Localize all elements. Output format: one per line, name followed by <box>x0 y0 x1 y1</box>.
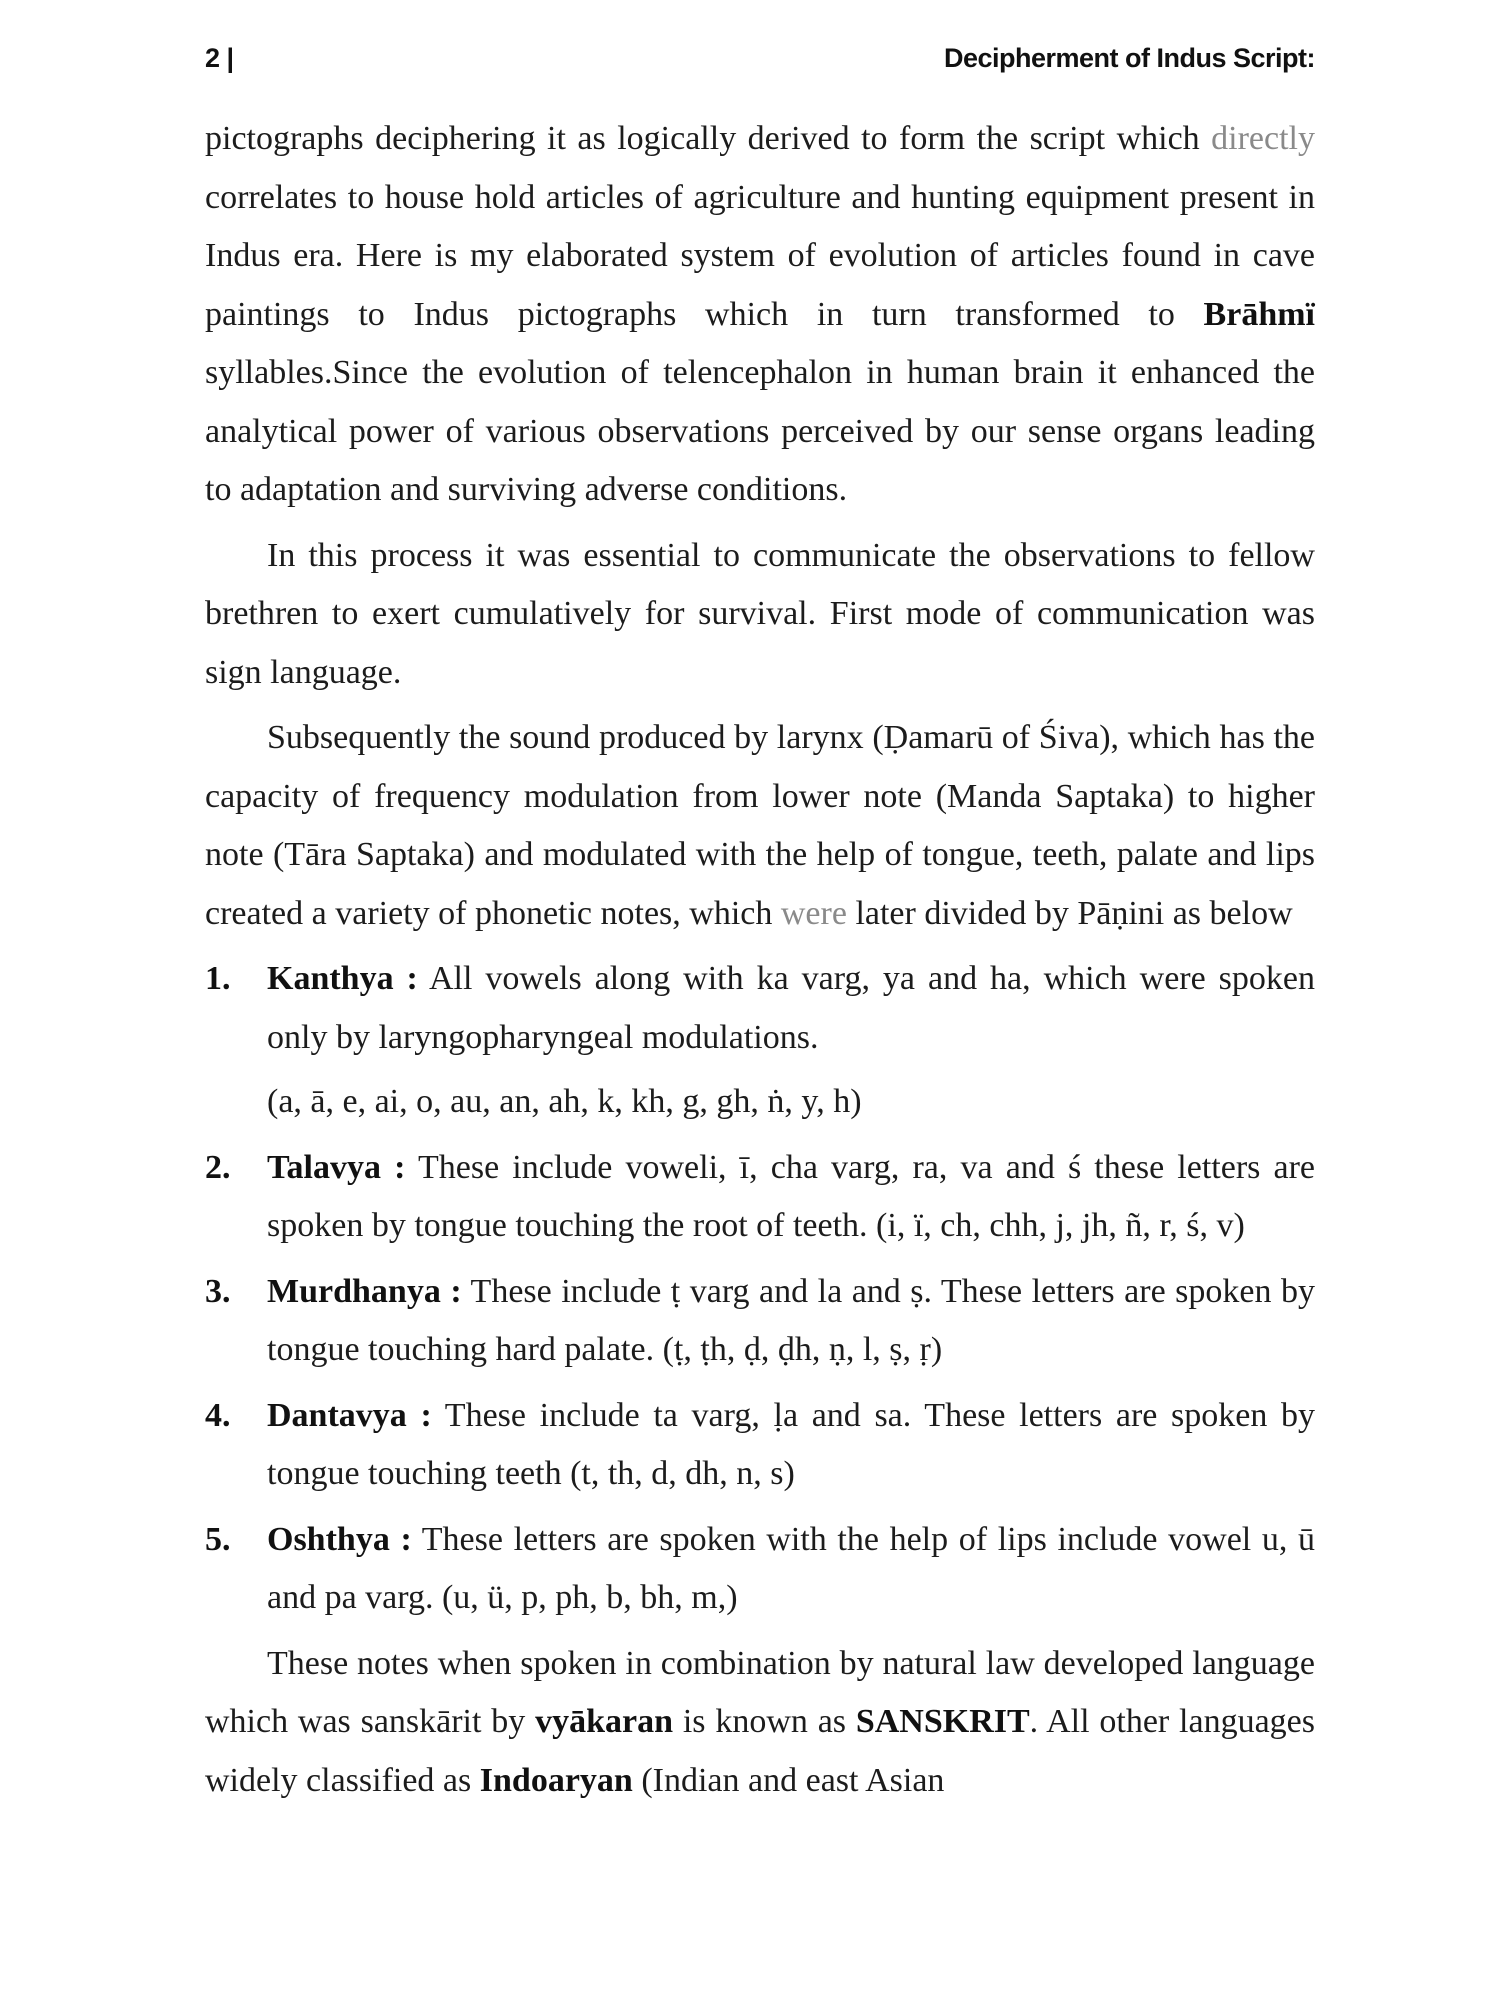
running-title: Decipherment of Indus Script: <box>943 42 1315 73</box>
page-number: 2 | <box>205 42 234 73</box>
list-item-kanthya <box>205 950 1315 1132</box>
text-segment: In this process it was essential to communicate the observations to fellow brethren to exert cumulatively for survival. First mode of communication was sign language. <box>205 536 1315 691</box>
paragraph-3 <box>205 709 1315 943</box>
list-number: 2. <box>205 1148 231 1186</box>
list-term: Kanthya : <box>267 960 418 997</box>
list-text: These include ṭ varg and la and ṣ. These letters are spoken by tongue touching hard palate. (ṭ, ṭh, ḍ, ḍh, ṇ, l, ṣ, ṛ) <box>267 1272 1316 1368</box>
list-item-oshthya <box>205 1511 1315 1628</box>
text-segment: These notes when spoken in combination by natural law developed language which was sanskārit by <box>205 1644 1315 1740</box>
text-segment: later divided by Pāṇini as below <box>846 894 1293 932</box>
text-segment: Subsequently the sound produced by larynx (Ḍamarū of Śiva), which has the capacity of frequency modulation from lower note (Manda Saptaka) to higher note (Tāra Saptaka) and modulated with the help of tongue, teeth, palate and lips created a variety of phonetic notes, which <box>205 719 1315 932</box>
paragraph-1 <box>205 110 1315 520</box>
text-segment-faded: directly <box>1211 120 1315 157</box>
term-brahmi: Brāhmï <box>1203 295 1315 333</box>
text-segment: (Indian and east Asian <box>632 1761 945 1799</box>
list-number: 1. <box>205 960 231 997</box>
list-number: 4. <box>205 1396 231 1434</box>
list-term: Oshthya : <box>267 1520 412 1558</box>
body-text <box>205 110 1315 1817</box>
text-segment: correlates to house hold articles of agriculture and hunting equipment present in Indus era. Here is my elaborated system of evolution of articles found in cave paintings to Indus pictographs which in turn transformed to <box>205 178 1315 333</box>
page-header <box>205 38 1315 78</box>
list-number: 5. <box>205 1520 231 1558</box>
closing-paragraph <box>205 1635 1315 1811</box>
list-number: 3. <box>205 1272 231 1310</box>
list-term: Dantavya : <box>267 1396 432 1434</box>
list-term: Murdhanya : <box>267 1272 462 1310</box>
list-item-murdhanya <box>205 1263 1315 1380</box>
term-sanskrit: SANSKRIT <box>855 1703 1030 1740</box>
list-text: These letters are spoken with the help of lips include vowel u, ū and pa varg. (u, ü, p, ph, b, bh, m,) <box>267 1520 1315 1616</box>
text-segment-faded: were <box>780 894 847 932</box>
phonetic-categories-list <box>205 950 1315 1628</box>
text-segment: . All other languages widely classified as <box>205 1703 1315 1799</box>
list-item-talavya <box>205 1139 1315 1256</box>
list-term: Talavya : <box>267 1148 406 1186</box>
text-segment: syllables.Since the evolution of telencephalon in human brain it enhanced the analytical power of various observations perceived by our sense organs leading to adaptation and surviving adverse conditions. <box>205 354 1315 508</box>
text-segment: pictographs deciphering it as logically derived to form the script which <box>205 120 1212 157</box>
text-segment: is known as <box>673 1703 856 1740</box>
paragraph-2 <box>205 527 1315 703</box>
term-indoaryan: Indoaryan <box>479 1761 633 1799</box>
term-vyakaran: vyākaran <box>535 1703 674 1740</box>
list-extra: (a, ā, e, ai, o, au, an, ah, k, kh, g, gh, ṅ, y, h) <box>267 1083 862 1120</box>
list-text: All vowels along with ka varg, ya and ha, which were spoken only by laryngopharyngeal modulations. <box>267 960 1315 1056</box>
list-text: These include voweli, ī, cha varg, ra, va and ś these letters are spoken by tongue touching the root of teeth. (i, ï, ch, chh, j, jh, ñ, r, ś, v) <box>267 1148 1316 1244</box>
list-text: These include ta varg, ḷa and sa. These letters are spoken by tongue touching teeth (t, th, d, dh, n, s) <box>267 1396 1315 1492</box>
list-item-dantavya <box>205 1387 1315 1504</box>
